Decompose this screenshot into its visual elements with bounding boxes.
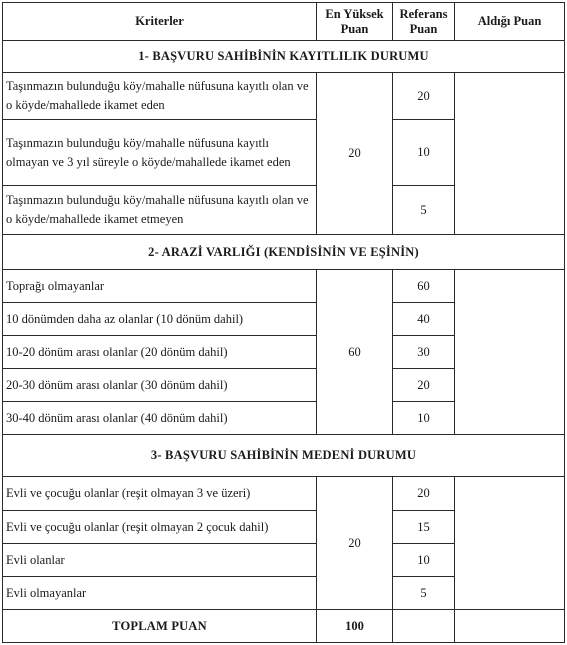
section-title: 1- BAŞVURU SAHİBİNİN KAYITLILIK DURUMU bbox=[3, 41, 565, 73]
section-title: 2- ARAZİ VARLIĞI (KENDİSİNİN VE EŞİNİN) bbox=[3, 235, 565, 270]
section-title: 3- BAŞVURU SAHİBİNİN MEDENİ DURUMU bbox=[3, 435, 565, 477]
reference-value: 60 bbox=[393, 270, 455, 303]
header-max-points: En Yüksek Puan bbox=[317, 3, 393, 41]
total-received-cell bbox=[455, 610, 565, 643]
max-points-value: 20 bbox=[317, 477, 393, 610]
criteria-text: Evli olanlar bbox=[3, 544, 317, 577]
total-value: 100 bbox=[317, 610, 393, 643]
criteria-row bbox=[3, 270, 565, 303]
reference-value: 5 bbox=[393, 186, 455, 235]
max-points-value: 60 bbox=[317, 270, 393, 435]
reference-value: 5 bbox=[393, 577, 455, 610]
section-header-row bbox=[3, 41, 565, 73]
total-reference-cell bbox=[393, 610, 455, 643]
reference-value: 10 bbox=[393, 544, 455, 577]
criteria-text: Evli olmayanlar bbox=[3, 577, 317, 610]
reference-value: 40 bbox=[393, 303, 455, 336]
total-label: TOPLAM PUAN bbox=[3, 610, 317, 643]
criteria-text: Evli ve çocuğu olanlar (reşit olmayan 3 ve üzeri) bbox=[3, 477, 317, 511]
header-criteria: Kriterler bbox=[3, 3, 317, 41]
criteria-text: Evli ve çocuğu olanlar (reşit olmayan 2 çocuk dahil) bbox=[3, 511, 317, 544]
section-header-row bbox=[3, 435, 565, 477]
section-header-row bbox=[3, 235, 565, 270]
reference-value: 10 bbox=[393, 402, 455, 435]
criteria-row bbox=[3, 73, 565, 120]
reference-value: 20 bbox=[393, 369, 455, 402]
criteria-text: 10-20 dönüm arası olanlar (20 dönüm dahil) bbox=[3, 336, 317, 369]
reference-value: 10 bbox=[393, 120, 455, 186]
criteria-text: 10 dönümden daha az olanlar (10 dönüm dahil) bbox=[3, 303, 317, 336]
criteria-text: Taşınmazın bulunduğu köy/mahalle nüfusuna kayıtlı olmayan ve 3 yıl süreyle o köyde/mahallede ikamet eden bbox=[3, 120, 317, 186]
reference-value: 20 bbox=[393, 73, 455, 120]
header-row bbox=[3, 3, 565, 41]
criteria-text: 30-40 dönüm arası olanlar (40 dönüm dahil) bbox=[3, 402, 317, 435]
max-points-value: 20 bbox=[317, 73, 393, 235]
reference-value: 15 bbox=[393, 511, 455, 544]
header-reference: Referans Puan bbox=[393, 3, 455, 41]
criteria-table bbox=[2, 2, 565, 643]
received-points-cell bbox=[455, 270, 565, 435]
criteria-row bbox=[3, 477, 565, 511]
criteria-text: Toprağı olmayanlar bbox=[3, 270, 317, 303]
reference-value: 30 bbox=[393, 336, 455, 369]
received-points-cell bbox=[455, 477, 565, 610]
reference-value: 20 bbox=[393, 477, 455, 511]
criteria-text: Taşınmazın bulunduğu köy/mahalle nüfusuna kayıtlı olan ve o köyde/mahallede ikamet etmeyen bbox=[3, 186, 317, 235]
received-points-cell bbox=[455, 73, 565, 235]
header-received: Aldığı Puan bbox=[455, 3, 565, 41]
total-row bbox=[3, 610, 565, 643]
criteria-text: 20-30 dönüm arası olanlar (30 dönüm dahil) bbox=[3, 369, 317, 402]
criteria-text: Taşınmazın bulunduğu köy/mahalle nüfusuna kayıtlı olan ve o köyde/mahallede ikamet eden bbox=[3, 73, 317, 120]
